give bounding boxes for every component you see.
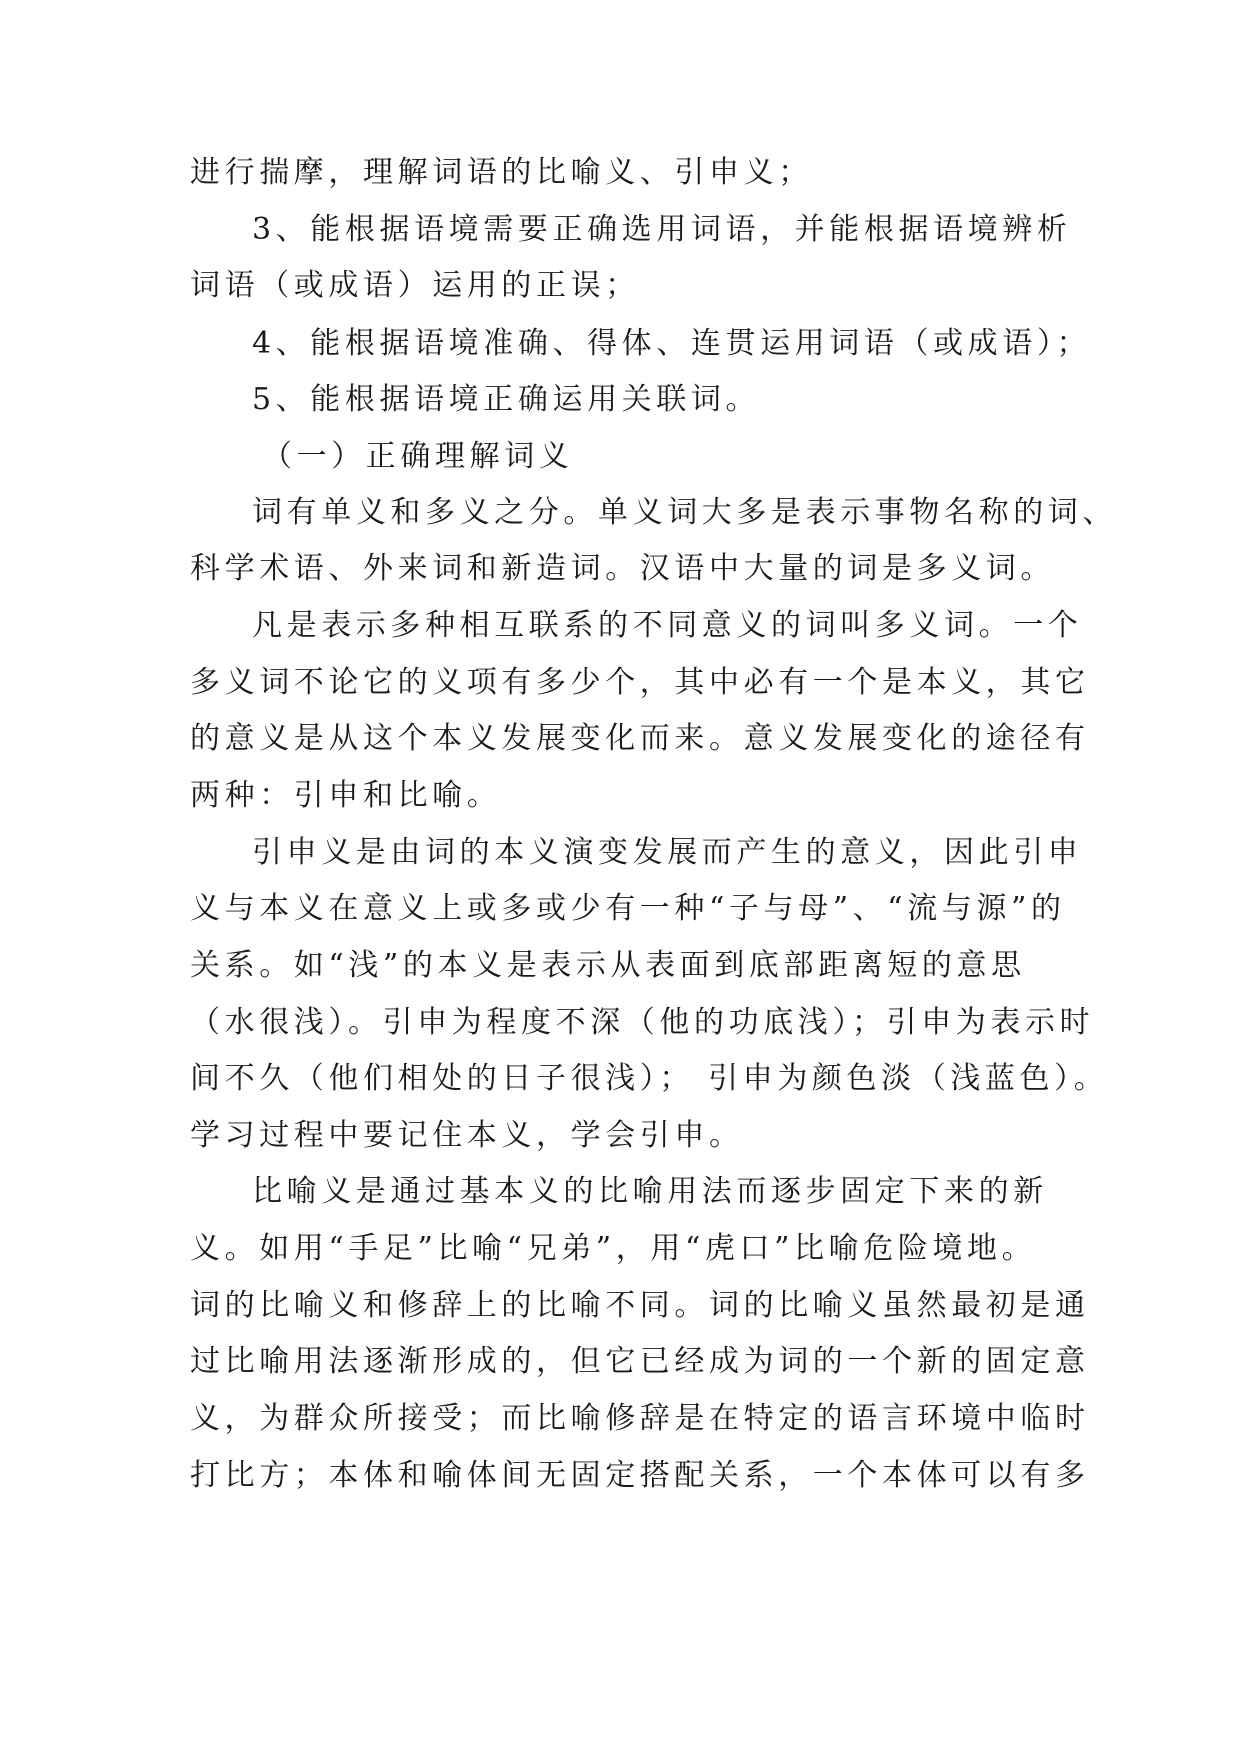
text-line: 科学术语、外来词和新造词。汉语中大量的词是多义词。 — [190, 551, 1055, 586]
text-line: 打比方；本体和喻体间无固定搭配关系，一个本体可以有多 — [190, 1458, 1090, 1493]
text-line: 关系。如“浅”的本义是表示从表面到底部距离短的意思 — [190, 948, 1026, 983]
text-line: 多义词不论它的义项有多少个，其中必有一个是本义，其它 — [190, 665, 1090, 700]
text-line: 两种：引申和比喻。 — [190, 778, 502, 813]
text-line: 4、能根据语境准确、得体、连贯运用词语（或成语）； — [252, 326, 1092, 361]
text-line: 义。如用“手足”比喻“兄弟”，用“虎口”比喻危险境地。 — [190, 1231, 1037, 1266]
text-line: 的意义是从这个本义发展变化而来。意义发展变化的途径有 — [190, 721, 1090, 756]
text-line: 进行揣摩，理解词语的比喻义、引申义； — [190, 155, 813, 190]
text-line: 凡是表示多种相互联系的不同意义的词叫多义词。一个 — [252, 608, 1083, 643]
text-line: 词有单义和多义之分。单义词大多是表示事物名称的词、 — [252, 495, 1117, 530]
text-line: 义与本义在意义上或多或少有一种“子与母”、“流与源”的 — [190, 891, 1066, 926]
text-line: 间不久（他们相处的日子很浅）； 引申为颜色淡（浅蓝色）。 — [190, 1061, 1109, 1096]
text-line: 引申义是由词的本义演变发展而产生的意义，因此引申 — [252, 835, 1083, 870]
text-line: 过比喻用法逐渐形成的，但它已经成为词的一个新的固定意 — [190, 1344, 1090, 1379]
text-line: 学习过程中要记住本义，学会引申。 — [190, 1118, 744, 1153]
text-line: 词的比喻义和修辞上的比喻不同。词的比喻义虽然最初是通 — [190, 1288, 1090, 1323]
text-line: 3、能根据语境需要正确选用词语，并能根据语境辨析 — [252, 212, 1072, 247]
text-line: 5、能根据语境正确运用关联词。 — [252, 382, 761, 417]
section-heading: （一）正确理解词义 — [262, 439, 574, 474]
text-line: 义，为群众所接受；而比喻修辞是在特定的语言环境中临时 — [190, 1401, 1090, 1436]
text-line: 比喻义是通过基本义的比喻用法而逐步固定下来的新 — [252, 1174, 1048, 1209]
text-line: 词语（或成语）运用的正误； — [190, 268, 640, 303]
text-line: （水很浅）。引申为程度不深（他的功底浅）；引申为表示时 — [190, 1005, 1095, 1040]
